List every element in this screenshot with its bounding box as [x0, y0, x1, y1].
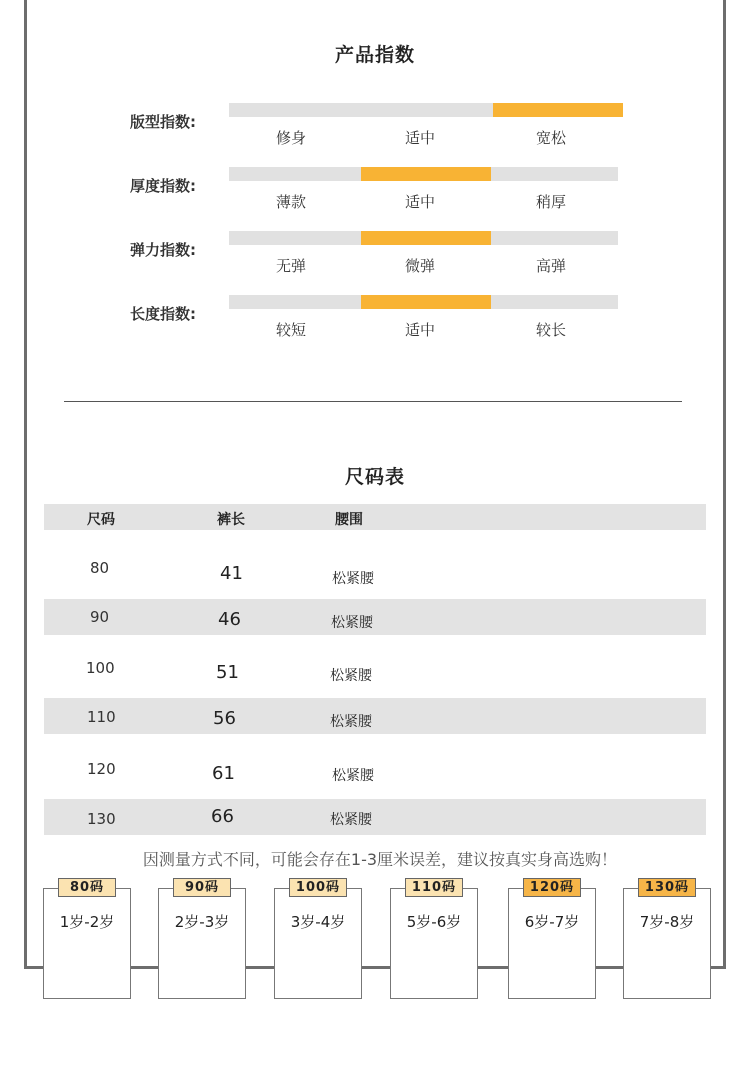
size-card: [508, 880, 596, 999]
index-option: 稍厚: [535, 193, 566, 211]
index-label: 厚度指数:: [130, 177, 196, 195]
size-card-tag: 80码: [58, 878, 116, 897]
cell-size: 100: [86, 659, 115, 677]
index-option: 宽松: [535, 129, 566, 147]
index-label: 长度指数:: [130, 305, 196, 323]
size-card-tag: 110码: [405, 878, 463, 897]
cell-waist: 松紧腰: [332, 571, 374, 587]
table-row: [44, 657, 706, 693]
index-label: 弹力指数:: [130, 241, 196, 259]
section-divider: [64, 401, 682, 402]
index-label: 版型指数:: [130, 113, 196, 131]
size-card: [390, 880, 478, 999]
size-card: [158, 880, 246, 999]
index-selected-segment: [493, 103, 623, 117]
size-card-age: 3岁-4岁: [290, 913, 346, 931]
index-selected-segment: [361, 295, 491, 309]
cell-size: 110: [87, 708, 116, 726]
index-selected-segment: [361, 231, 491, 245]
index-option: 较短: [275, 321, 306, 339]
size-card: [623, 880, 711, 999]
size-card-age: 7岁-8岁: [639, 913, 695, 931]
index-bar: [229, 167, 618, 181]
size-card-age: 5岁-6岁: [406, 913, 462, 931]
size-card-tag: 120码: [523, 878, 581, 897]
index-bar: [229, 231, 618, 245]
index-option: 无弹: [275, 257, 306, 275]
size-card-tag: 130码: [638, 878, 696, 897]
cell-length: 51: [216, 662, 239, 683]
index-option: 薄款: [275, 193, 306, 211]
size-card-age: 6岁-7岁: [524, 913, 580, 931]
index-option: 高弹: [535, 257, 566, 275]
index-bar: [229, 103, 618, 117]
cell-waist: 松紧腰: [330, 668, 372, 684]
index-row-elasticity: [0, 231, 750, 291]
cell-length: 46: [218, 609, 241, 630]
cell-waist: 松紧腰: [332, 768, 374, 784]
size-card-age: 2岁-3岁: [174, 913, 230, 931]
size-card-tag: 100码: [289, 878, 347, 897]
cell-waist: 松紧腰: [330, 714, 372, 730]
index-row-thickness: [0, 167, 750, 227]
table-row: [44, 556, 706, 592]
index-option: 修身: [275, 129, 306, 147]
size-card-age: 1岁-2岁: [59, 913, 115, 931]
index-option: 微弹: [404, 257, 435, 275]
size-card: [43, 880, 131, 999]
size-table-header: [44, 504, 706, 530]
table-row: [44, 698, 706, 734]
cell-size: 80: [90, 559, 110, 577]
header-size: 尺码: [87, 512, 115, 528]
cell-waist: 松紧腰: [331, 615, 373, 631]
cell-length: 41: [220, 563, 243, 584]
index-row-length: [0, 295, 750, 355]
measurement-note: 因测量方式不同，可能会存在1-3厘米误差，建议按真实身高选购！: [142, 850, 618, 869]
header-waist: 腰围: [335, 512, 363, 528]
size-card-tag: 90码: [173, 878, 231, 897]
cell-waist: 松紧腰: [330, 812, 372, 828]
cell-size: 120: [87, 760, 116, 778]
size-card: [274, 880, 362, 999]
cell-length: 61: [212, 763, 235, 784]
cell-size: 130: [87, 810, 116, 828]
product-index-title: 产品指数: [334, 44, 415, 66]
cell-length: 66: [211, 806, 234, 827]
index-option: 适中: [404, 129, 435, 147]
index-option: 适中: [404, 193, 435, 211]
table-row: [44, 799, 706, 835]
header-length: 裤长: [217, 512, 245, 528]
index-bar: [229, 295, 618, 309]
cell-size: 90: [90, 608, 110, 626]
index-option: 适中: [404, 321, 435, 339]
index-selected-segment: [361, 167, 491, 181]
size-table-title: 尺码表: [344, 466, 405, 488]
index-option: 较长: [535, 321, 566, 339]
cell-length: 56: [213, 708, 236, 729]
table-row: [44, 599, 706, 635]
table-row: [44, 759, 706, 795]
index-row-fit: [0, 103, 750, 163]
